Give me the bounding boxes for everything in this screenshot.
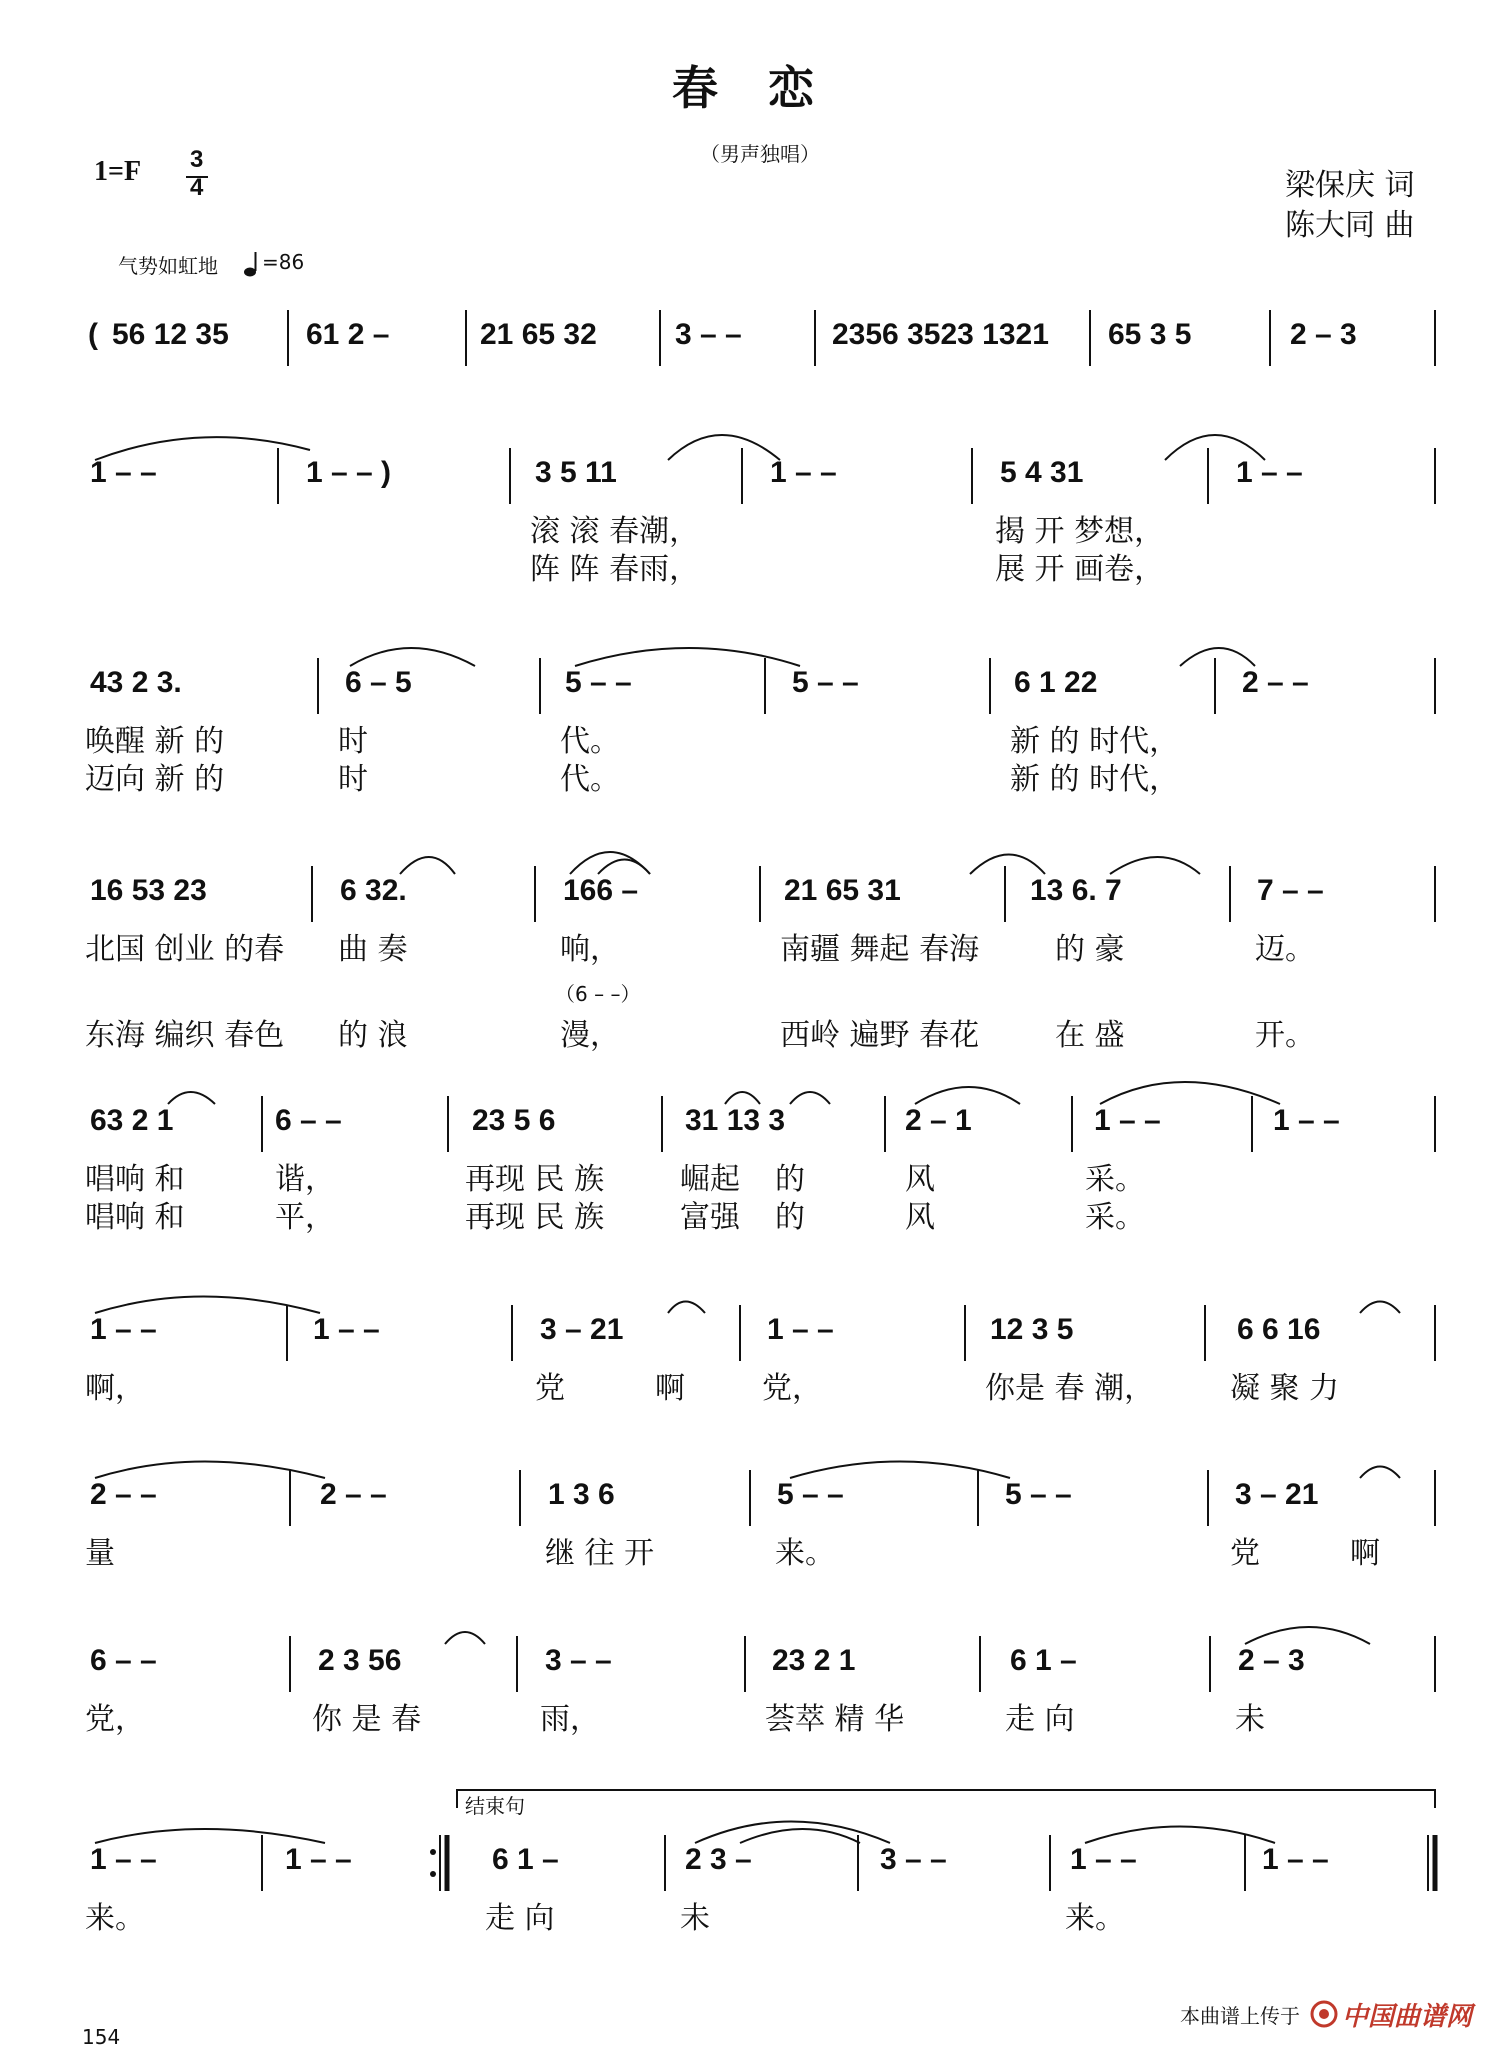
lyric-verse-2: 漫， [560,1018,620,1053]
measure-notes: 2 – – [90,1478,157,1511]
lyric-verse-1: 谐， [275,1162,335,1197]
time-signature-top: 3 [190,146,204,173]
measure-notes: 2 3 56 [318,1644,402,1677]
measure-notes: ( [88,318,98,351]
brand-logo-icon [1310,2000,1340,2028]
song-title: 春 恋 [672,61,816,115]
lyric-verse-1: 滚 滚 春潮， [530,514,700,549]
lyric-verse-2: 风 [905,1200,935,1235]
measure-notes: 6 – – [90,1644,157,1677]
lyric-verse-1: 未 [680,1901,710,1936]
measure-notes: 5 – – [1005,1478,1072,1511]
lyric-verse-2: 时 [338,762,368,797]
lyric-verse-1: 量 [85,1536,115,1571]
measure-notes: 6 6 16 [1237,1313,1321,1346]
measure-notes: 6 1 22 [1014,666,1098,699]
measure-notes: 6 – 5 [345,666,412,699]
measure-notes: 21 65 31 [784,874,901,907]
measure-notes: 1 – – [1273,1104,1340,1137]
measure-notes: 1 3 6 [548,1478,615,1511]
measure-notes: 56 12 35 [112,318,229,351]
measure-notes: 2 – – [320,1478,387,1511]
measure-notes: 5 – – [792,666,859,699]
lyric-verse-1: 啊 [655,1371,685,1406]
measure-notes: 43 2 3. [90,666,182,699]
lyric-verse-2: 再现 民 族 [465,1200,605,1235]
measure-notes: 61 2 – [306,318,390,351]
lyric-verse-1: 你是 春 潮， [985,1371,1155,1406]
lyric-verse-2: 新 的 时代， [1010,762,1180,797]
song-subtitle: （男声独唱） [700,142,820,166]
lyric-verse-2: 唱响 和 [85,1200,185,1235]
measure-notes: 3 – – [545,1644,612,1677]
measure-notes: 5 4 31 [1000,456,1084,489]
alternate-notes: （6 – –） [555,982,641,1006]
lyric-verse-1: 响， [560,932,620,967]
lyric-verse-1: 党， [762,1371,822,1406]
lyric-verse-1: 代。 [560,724,620,759]
measure-notes: 3 – – [880,1843,947,1876]
measure-notes: 23 2 1 [772,1644,856,1677]
lyric-verse-1: 啊 [1350,1536,1380,1571]
lyric-verse-1: 啊， [85,1371,145,1406]
lyric-verse-1: 的 豪 [1055,932,1125,967]
brand-name: 中国曲谱网 [1342,2002,1473,2032]
lyric-verse-1: 北国 创业 的春 [85,932,285,967]
measure-notes: 6 1 – [1010,1644,1077,1677]
measure-notes: 6 1 – [492,1843,559,1876]
lyric-verse-2: 东海 编织 春色 [85,1018,285,1053]
lyric-verse-1: 曲 奏 [338,932,408,967]
lyric-verse-1: 再现 民 族 [465,1162,605,1197]
measure-notes: 21 65 32 [480,318,597,351]
tempo-marking: 气势如虹地 [118,254,218,278]
lyric-verse-1: 时 [338,724,368,759]
measure-notes: 1 – – [1262,1843,1329,1876]
measure-notes: 1 – – [90,1843,157,1876]
lyric-verse-1: 雨， [540,1702,600,1737]
measure-notes: 2 3 – [685,1843,752,1876]
measure-notes: 23 5 6 [472,1104,556,1137]
lyric-verse-1: 采。 [1085,1162,1145,1197]
measure-notes: 3 5 11 [535,456,617,489]
lyric-verse-2: 平， [275,1200,335,1235]
lyric-verse-1: 未 [1235,1702,1265,1737]
lyric-verse-1: 党 [1230,1536,1260,1571]
lyric-verse-1: 南疆 舞起 春海 [780,932,980,967]
lyric-verse-1: 凝 聚 力 [1230,1371,1340,1406]
lyric-verse-2: 阵 阵 春雨， [530,552,700,587]
measure-notes: 1 – – ) [306,456,392,489]
measure-notes: 1 – – [1094,1104,1161,1137]
lyric-verse-2: 展 开 画卷， [995,552,1165,587]
measure-notes: 7 – – [1257,874,1324,907]
ending-label: 结束句 [465,1794,525,1818]
lyric-verse-2: 迈向 新 的 [85,762,225,797]
lyric-verse-1: 党 [535,1371,565,1406]
composer-credit: 陈大同 曲 [1285,208,1415,243]
lyric-verse-2: 代。 [560,762,620,797]
key-signature: 1=F [94,156,142,187]
lyric-verse-2: 西岭 遍野 春花 [780,1018,980,1053]
measure-notes: 3 – 21 [1235,1478,1319,1511]
measure-notes: 166 – [563,874,639,907]
measure-notes: 1 – – [1070,1843,1137,1876]
lyric-verse-1: 揭 开 梦想， [995,514,1165,549]
lyric-verse-2: 在 盛 [1055,1018,1125,1053]
measure-notes: 2356 3523 1321 [832,318,1049,351]
lyric-verse-1: 来。 [85,1901,145,1936]
measure-notes: 63 2 1 [90,1104,174,1137]
lyric-verse-2: 富强 [680,1200,740,1235]
measure-notes: 65 3 5 [1108,318,1192,351]
measure-notes: 5 – – [777,1478,844,1511]
measure-notes: 2 – – [1242,666,1309,699]
measure-notes: 5 – – [565,666,632,699]
time-signature-bottom: 4 [190,174,204,201]
measure-notes: 12 3 5 [990,1313,1074,1346]
lyric-verse-2: 的 浪 [338,1018,408,1053]
lyric-verse-1: 荟萃 精 华 [765,1702,905,1737]
lyric-verse-1: 党， [85,1702,145,1737]
lyric-verse-2: 开。 [1255,1018,1315,1053]
measure-notes: 2 – 1 [905,1104,972,1137]
lyric-verse-1: 走 向 [485,1901,555,1936]
measure-notes: 1 – – [285,1843,352,1876]
upload-note: 本曲谱上传于 [1180,2004,1300,2028]
measure-notes: 2 – 3 [1290,318,1357,351]
lyric-verse-1: 风 [905,1162,935,1197]
lyric-verse-1: 继 往 开 [545,1536,655,1571]
page-number: 154 [82,2025,121,2049]
lyric-verse-1: 崛起 [680,1162,740,1197]
measure-notes: 1 – – [313,1313,380,1346]
measure-notes: 16 53 23 [90,874,207,907]
lyricist-credit: 梁保庆 词 [1285,168,1415,203]
lyric-verse-1: 你 是 春 [312,1702,422,1737]
measure-notes: 13 6. 7 [1030,874,1122,907]
lyric-verse-1: 来。 [1065,1901,1125,1936]
lyric-verse-2: 采。 [1085,1200,1145,1235]
measure-notes: 1 – – [90,1313,157,1346]
measure-notes: 2 – 3 [1238,1644,1305,1677]
measure-notes: 1 – – [770,456,837,489]
lyric-verse-1: 唤醒 新 的 [85,724,225,759]
measure-notes: 3 – 21 [540,1313,624,1346]
measure-notes: 1 – – [1236,456,1303,489]
lyric-verse-1: 来。 [775,1536,835,1571]
lyric-verse-1: 迈。 [1255,932,1315,967]
lyric-verse-1: 走 向 [1005,1702,1075,1737]
measure-notes: 3 – – [675,318,742,351]
measure-notes: 31 13 3 [685,1104,786,1137]
tempo-value: =86 [262,250,305,274]
lyric-verse-1: 的 [775,1162,805,1197]
lyric-verse-2: 的 [775,1200,805,1235]
measure-notes: 6 32. [340,874,407,907]
measure-notes: 6 – – [275,1104,342,1137]
lyric-verse-1: 唱响 和 [85,1162,185,1197]
measure-notes: 1 – – [90,456,157,489]
measure-notes: 1 – – [767,1313,834,1346]
lyric-verse-1: 新 的 时代， [1010,724,1180,759]
